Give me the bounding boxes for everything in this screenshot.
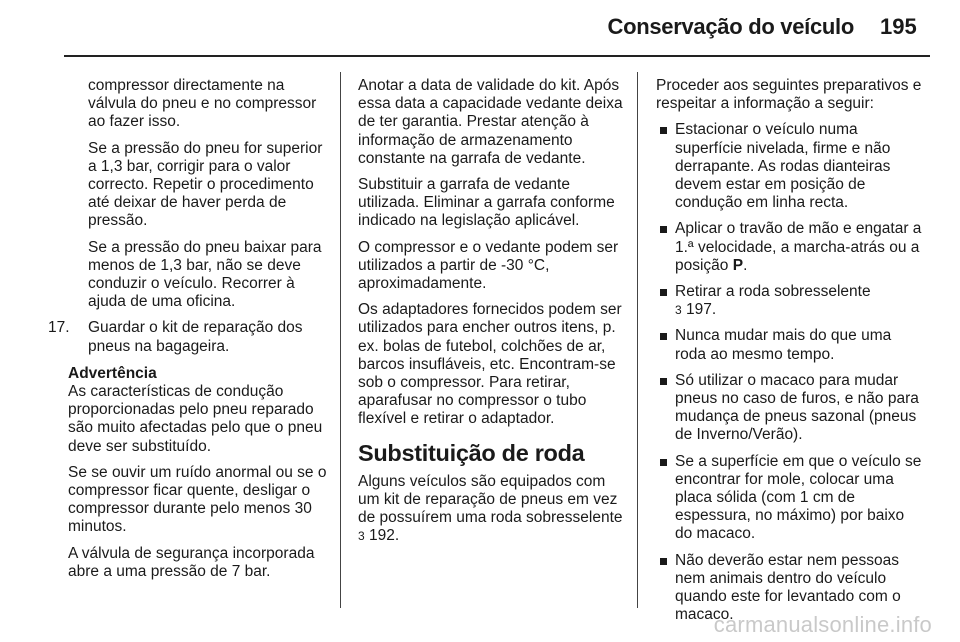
paragraph-replace-bottle: Substituir a garrafa de vedante utilizada. Eliminar a garrafa conforme indicado na legislação aplicável. <box>358 176 615 230</box>
bullet-square-icon <box>660 459 667 466</box>
bullet-item <box>656 220 924 275</box>
bullet-square-icon <box>660 378 667 385</box>
gear-position-label: P <box>732 256 744 274</box>
page-reference-arrow-icon: 3 <box>675 303 682 318</box>
page-reference[interactable]: 192. <box>369 527 400 545</box>
bullet-text: Retirar a roda sobresselente <box>675 283 871 301</box>
column-2 <box>358 77 624 553</box>
page-title: Conservação do veículo <box>607 14 854 39</box>
bullet-square-icon <box>660 289 667 296</box>
paragraph-adapters: Os adaptadores fornecidos podem ser utilizados para encher outros itens, p. ex. bolas de futebol, colchões de ar, barcos insufláveis, etc. Encontram-se sob o compressor. Para retirar, aparafusar no compressor o tubo flexível e retirar o adaptador. <box>358 301 622 428</box>
warning-box <box>68 365 330 456</box>
page-reference-arrow-icon: 3 <box>358 529 365 544</box>
paragraph-expiry: Anotar a data de validade do kit. Após essa data a capacidade vedante deixa de ter garantia. Prestar atenção à informação de armazenamento constante na garrafa de vedante. <box>358 77 623 167</box>
column-1 <box>48 77 330 589</box>
paragraph-preparations: Proceder aos seguintes preparativos e respeitar a informação a seguir: <box>656 77 922 113</box>
page-reference[interactable]: 197. <box>686 301 717 319</box>
bullet-item <box>656 327 924 363</box>
bullet-square-icon <box>660 558 667 565</box>
bullet-item <box>656 283 924 319</box>
paragraph-pressure-above: Se a pressão do pneu for superior a 1,3 bar, corrigir para o valor correcto. Repetir o procedimento até deixar de haver perda de pressão. <box>88 139 323 230</box>
column-divider-2 <box>637 72 638 608</box>
list-item-17 <box>48 319 330 355</box>
bullet-square-icon <box>660 127 667 134</box>
bullet-text-end: . <box>743 256 748 274</box>
paragraph-spare-wheel <box>358 473 624 546</box>
list-item-number: 17. <box>48 319 70 337</box>
bullet-item <box>656 121 924 212</box>
page-number: 195 <box>880 14 917 39</box>
bullet-text: Estacionar o veículo numa superfície nivelada, firme e não derrapante. As rodas dianteiras devem estar em posição de condução em linha recta. <box>675 121 891 212</box>
bullet-square-icon <box>660 226 667 233</box>
paragraph-noise: Se se ouvir um ruído anormal ou se o compressor ficar quente, desligar o compressor durante pelo menos 30 minutos. <box>68 463 327 536</box>
warning-text: As características de condução proporcionadas pelo pneu reparado são muito afectadas pelo que o pneu deve ser substituído. <box>68 383 323 455</box>
watermark: carmanualsonline.info <box>713 612 932 637</box>
bullet-text: Nunca mudar mais do que uma roda ao mesmo tempo. <box>675 327 892 363</box>
bullet-text: Se a superfície em que o veículo se encontrar for mole, colocar uma placa sólida (com 1 cm de espessura, no máximo) por baixo do macaco. <box>675 452 922 543</box>
column-divider-1 <box>340 72 341 608</box>
bullet-text: Não deverão estar nem pessoas nem animais dentro do veículo quando este for levantado com o macaco. <box>675 551 901 624</box>
paragraph-safety-valve: A válvula de segurança incorporada abre a uma pressão de 7 bar. <box>68 544 315 580</box>
list-item-text: Guardar o kit de reparação dos pneus na bagageira. <box>88 319 303 355</box>
section-heading: Substituição de roda <box>358 439 585 466</box>
paragraph-spare-wheel-text: Alguns veículos são equipados com um kit de reparação de pneus em vez de possuírem uma roda sobresselente <box>358 472 623 527</box>
bullet-item <box>656 372 924 445</box>
bullet-square-icon <box>660 333 667 340</box>
header-rule <box>64 55 930 57</box>
column-3 <box>656 77 924 632</box>
paragraph-compressor-connection: compressor directamente na válvula do pneu e no compressor ao fazer isso. <box>88 77 317 131</box>
paragraph-pressure-below: Se a pressão do pneu baixar para menos de 1,3 bar, não se deve conduzir o veículo. Recorrer à ajuda de uma oficina. <box>88 238 322 311</box>
warning-title: Advertência <box>68 364 157 382</box>
paragraph-temperature: O compressor e o vedante podem ser utilizados a partir de -30 °C, aproximadamente. <box>358 238 619 293</box>
bullet-text: Aplicar o travão de mão e engatar a 1.ª velocidade, a marcha-atrás ou a posição <box>675 220 922 274</box>
bullet-item <box>656 453 924 544</box>
bullet-text: Só utilizar o macaco para mudar pneus no caso de furos, e não para mudança de pneus sazonal (pneus de Inverno/Verão). <box>675 371 919 444</box>
